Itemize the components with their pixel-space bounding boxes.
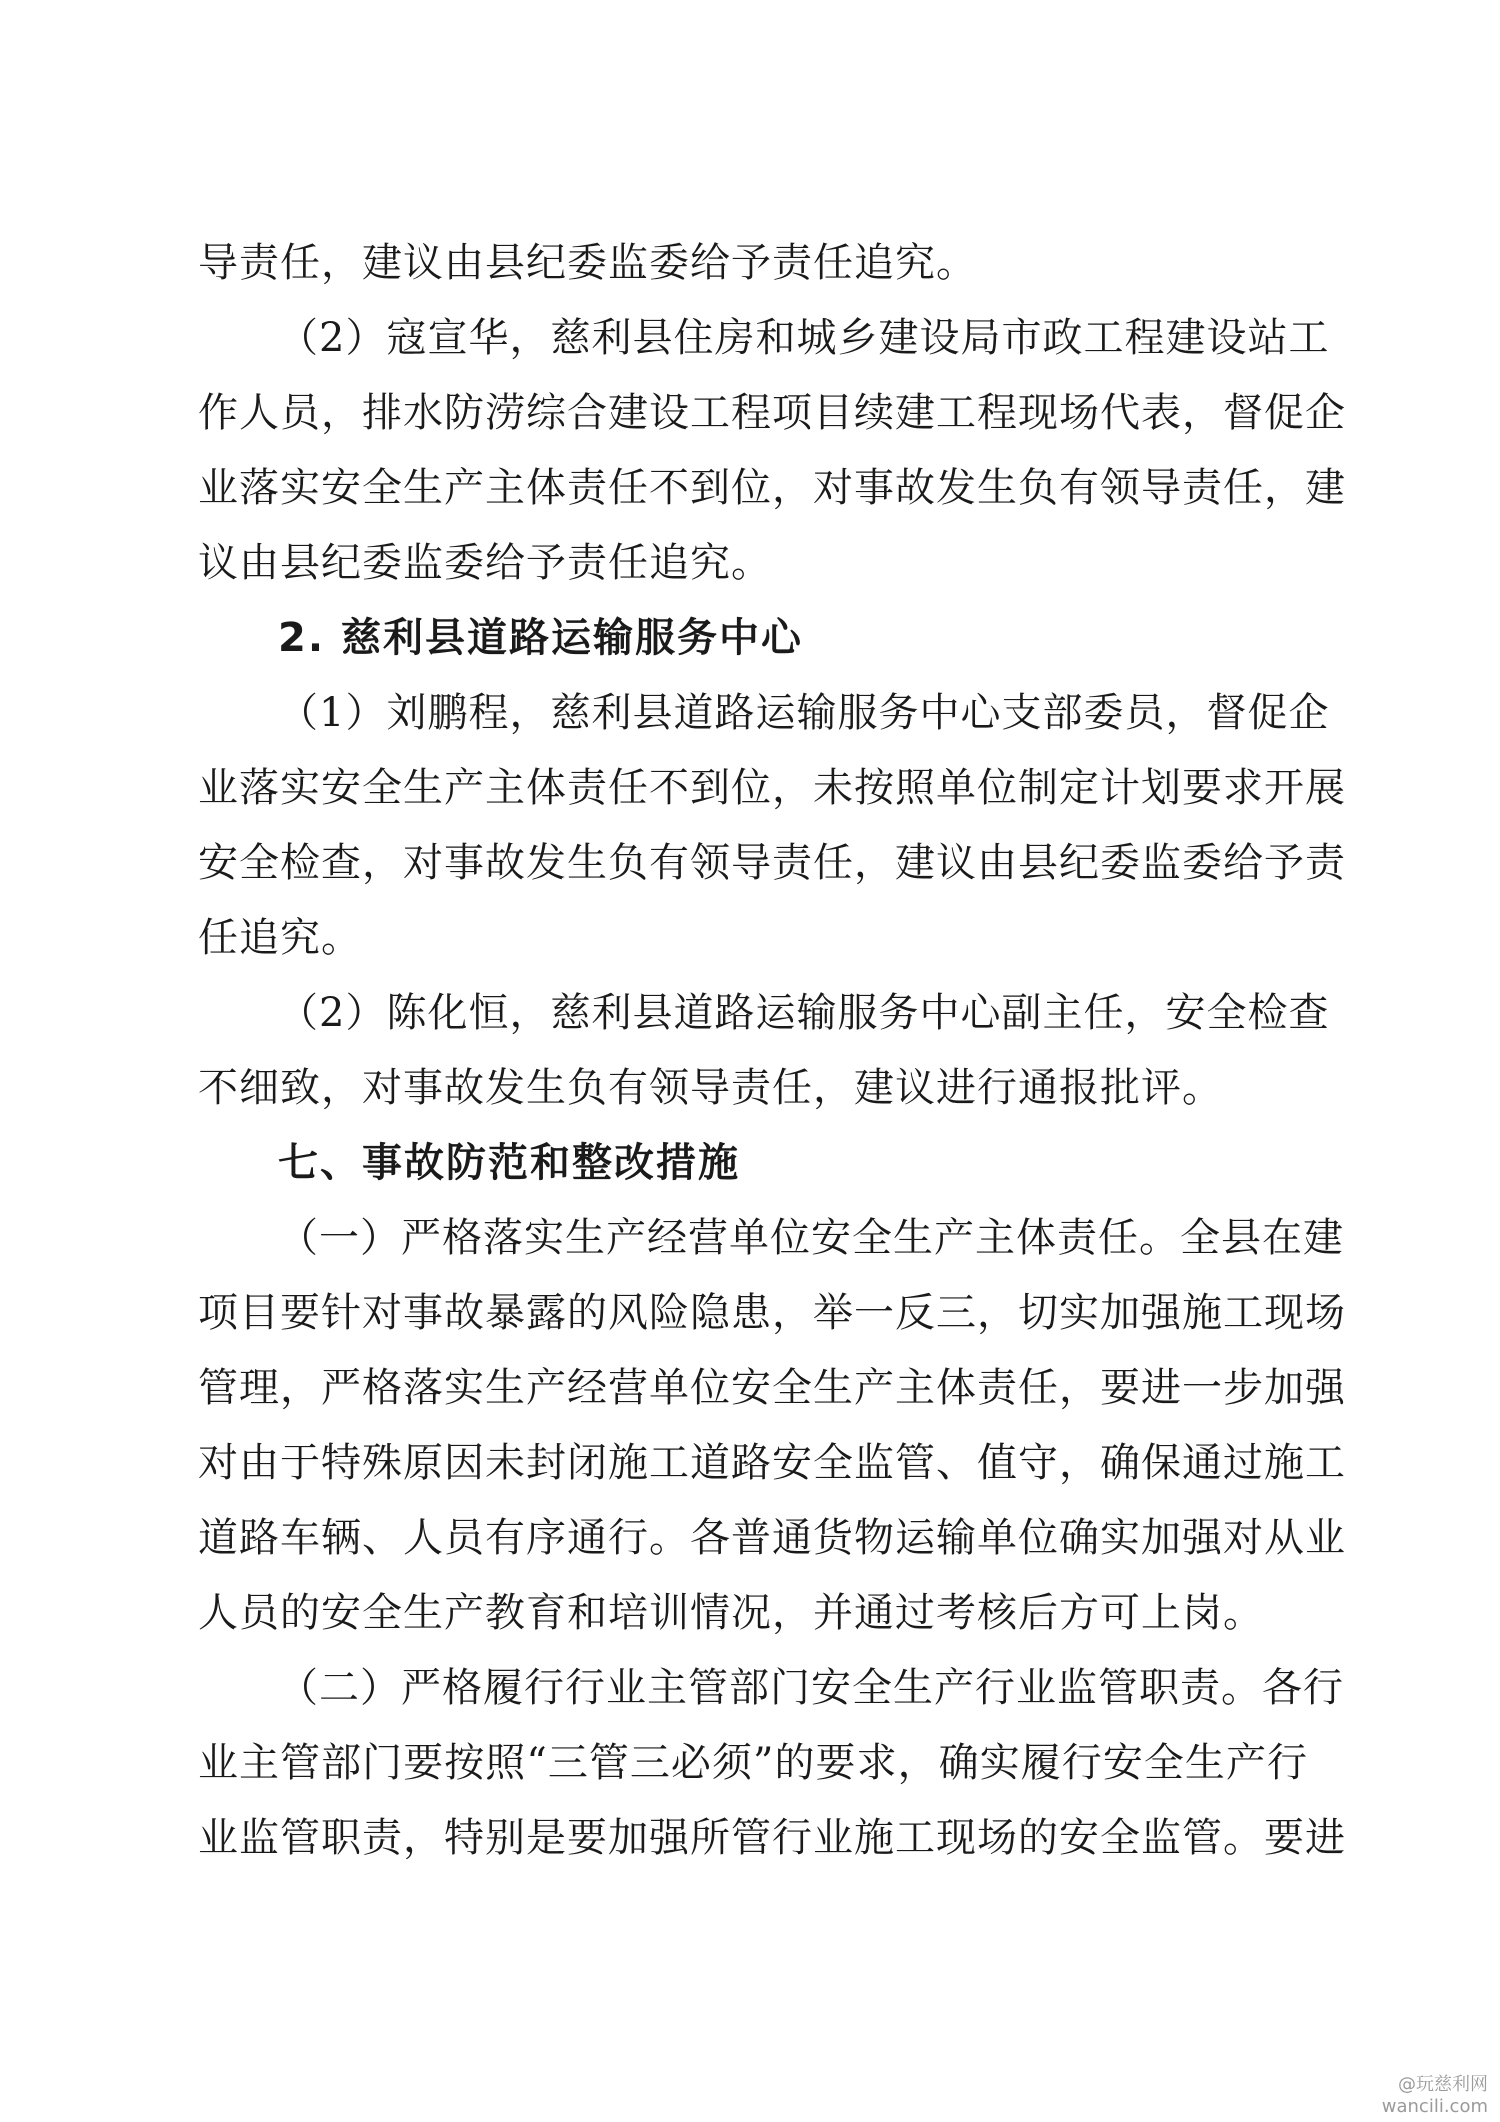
paragraph-line: 道路车辆、人员有序通行。各普通货物运输单位确实加强对从业 xyxy=(198,1515,1346,1561)
paragraph-line: 业落实安全生产主体责任不到位，对事故发生负有领导责任，建 xyxy=(198,465,1346,511)
chapter-heading: 七、事故防范和整改措施 xyxy=(278,1140,740,1186)
paragraph-line: 人员的安全生产教育和培训情况，并通过考核后方可上岗。 xyxy=(198,1590,1264,1636)
paragraph-line: 管理，严格落实生产经营单位安全生产主体责任，要进一步加强 xyxy=(198,1365,1346,1411)
paragraph-line: 导责任，建议由县纪委监委给予责任追究。 xyxy=(198,240,977,286)
paragraph-line: 对由于特殊原因未封闭施工道路安全监管、值守，确保通过施工 xyxy=(198,1440,1346,1486)
paragraph-line: 业主管部门要按照“三管三必须”的要求，确实履行安全生产行 xyxy=(198,1740,1308,1786)
paragraph-line: 业落实安全生产主体责任不到位，未按照单位制定计划要求开展 xyxy=(198,765,1346,811)
paragraph-line: 作人员，排水防涝综合建设工程项目续建工程现场代表，督促企 xyxy=(198,390,1346,436)
site-watermark xyxy=(1382,2074,1488,2118)
paragraph-line: 不细致，对事故发生负有领导责任，建议进行通报批评。 xyxy=(198,1065,1223,1111)
paragraph-line: 议由县纪委监委给予责任追究。 xyxy=(198,540,772,586)
paragraph-line: 项目要针对事故暴露的风险隐患，举一反三，切实加强施工现场 xyxy=(198,1290,1346,1336)
paragraph-line: （1）刘鹏程，慈利县道路运输服务中心支部委员，督促企 xyxy=(278,690,1330,736)
watermark-line: @玩慈利网 xyxy=(1398,2074,1488,2095)
paragraph-line: 业监管职责，特别是要加强所管行业施工现场的安全监管。要进 xyxy=(198,1815,1346,1861)
paragraph-line: 任追究。 xyxy=(198,915,362,961)
paragraph-line: 安全检查，对事故发生负有领导责任，建议由县纪委监委给予责 xyxy=(198,840,1346,886)
watermark-line: wancili.com xyxy=(1381,2096,1488,2117)
paragraph-line: （一）严格落实生产经营单位安全生产主体责任。全县在建 xyxy=(278,1215,1344,1261)
paragraph-line: （2）陈化恒，慈利县道路运输服务中心副主任，安全检查 xyxy=(278,990,1330,1036)
paragraph-line: （二）严格履行行业主管部门安全生产行业监管职责。各行 xyxy=(278,1665,1344,1711)
section-heading: 2. 慈利县道路运输服务中心 xyxy=(278,615,803,661)
paragraph-line: （2）寇宣华，慈利县住房和城乡建设局市政工程建设站工 xyxy=(278,315,1330,361)
